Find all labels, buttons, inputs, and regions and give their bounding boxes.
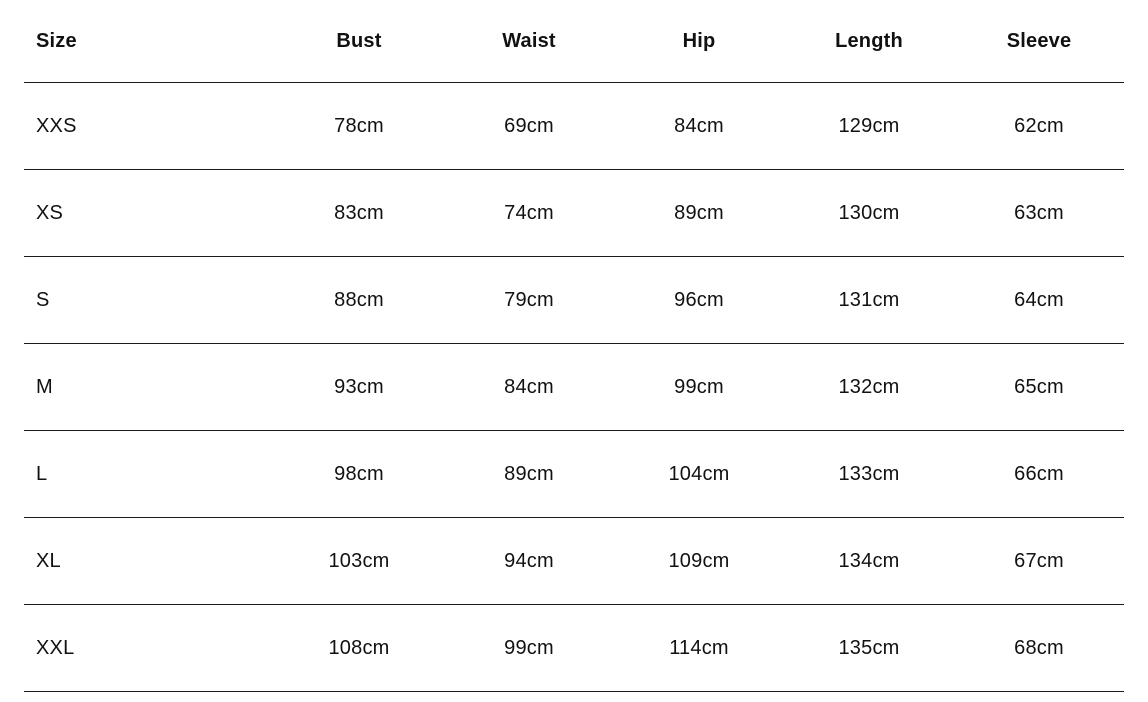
cell-waist: 74cm	[444, 170, 614, 257]
cell-size: XL	[24, 518, 274, 605]
cell-sleeve: 63cm	[954, 170, 1124, 257]
table-row	[24, 518, 1124, 605]
cell-bust: 93cm	[274, 344, 444, 431]
cell-size: L	[24, 431, 274, 518]
cell-waist: 94cm	[444, 518, 614, 605]
cell-sleeve: 66cm	[954, 431, 1124, 518]
cell-hip: 109cm	[614, 518, 784, 605]
cell-size: XS	[24, 170, 274, 257]
cell-length: 130cm	[784, 170, 954, 257]
cell-size: XXS	[24, 83, 274, 170]
cell-length: 131cm	[784, 257, 954, 344]
cell-hip: 89cm	[614, 170, 784, 257]
cell-sleeve: 64cm	[954, 257, 1124, 344]
table-row	[24, 83, 1124, 170]
column-header-waist: Waist	[444, 0, 614, 83]
column-header-hip: Hip	[614, 0, 784, 83]
table-body	[24, 83, 1124, 692]
cell-waist: 89cm	[444, 431, 614, 518]
cell-size: M	[24, 344, 274, 431]
cell-waist: 79cm	[444, 257, 614, 344]
cell-hip: 96cm	[614, 257, 784, 344]
cell-sleeve: 65cm	[954, 344, 1124, 431]
cell-length: 132cm	[784, 344, 954, 431]
column-header-size: Size	[24, 0, 274, 83]
cell-sleeve: 68cm	[954, 605, 1124, 692]
cell-bust: 103cm	[274, 518, 444, 605]
cell-size: XXL	[24, 605, 274, 692]
size-guide-table	[24, 0, 1124, 692]
cell-bust: 88cm	[274, 257, 444, 344]
table-row	[24, 605, 1124, 692]
table-row	[24, 344, 1124, 431]
cell-waist: 69cm	[444, 83, 614, 170]
cell-length: 133cm	[784, 431, 954, 518]
cell-bust: 98cm	[274, 431, 444, 518]
table-header	[24, 0, 1124, 83]
cell-waist: 99cm	[444, 605, 614, 692]
cell-length: 134cm	[784, 518, 954, 605]
table-row	[24, 170, 1124, 257]
cell-hip: 84cm	[614, 83, 784, 170]
cell-hip: 104cm	[614, 431, 784, 518]
table-header-row	[24, 0, 1124, 83]
cell-length: 135cm	[784, 605, 954, 692]
cell-length: 129cm	[784, 83, 954, 170]
table-row	[24, 257, 1124, 344]
column-header-bust: Bust	[274, 0, 444, 83]
cell-bust: 83cm	[274, 170, 444, 257]
cell-hip: 114cm	[614, 605, 784, 692]
cell-sleeve: 67cm	[954, 518, 1124, 605]
cell-bust: 108cm	[274, 605, 444, 692]
cell-waist: 84cm	[444, 344, 614, 431]
table-row	[24, 431, 1124, 518]
cell-sleeve: 62cm	[954, 83, 1124, 170]
cell-hip: 99cm	[614, 344, 784, 431]
column-header-length: Length	[784, 0, 954, 83]
column-header-sleeve: Sleeve	[954, 0, 1124, 83]
cell-bust: 78cm	[274, 83, 444, 170]
cell-size: S	[24, 257, 274, 344]
